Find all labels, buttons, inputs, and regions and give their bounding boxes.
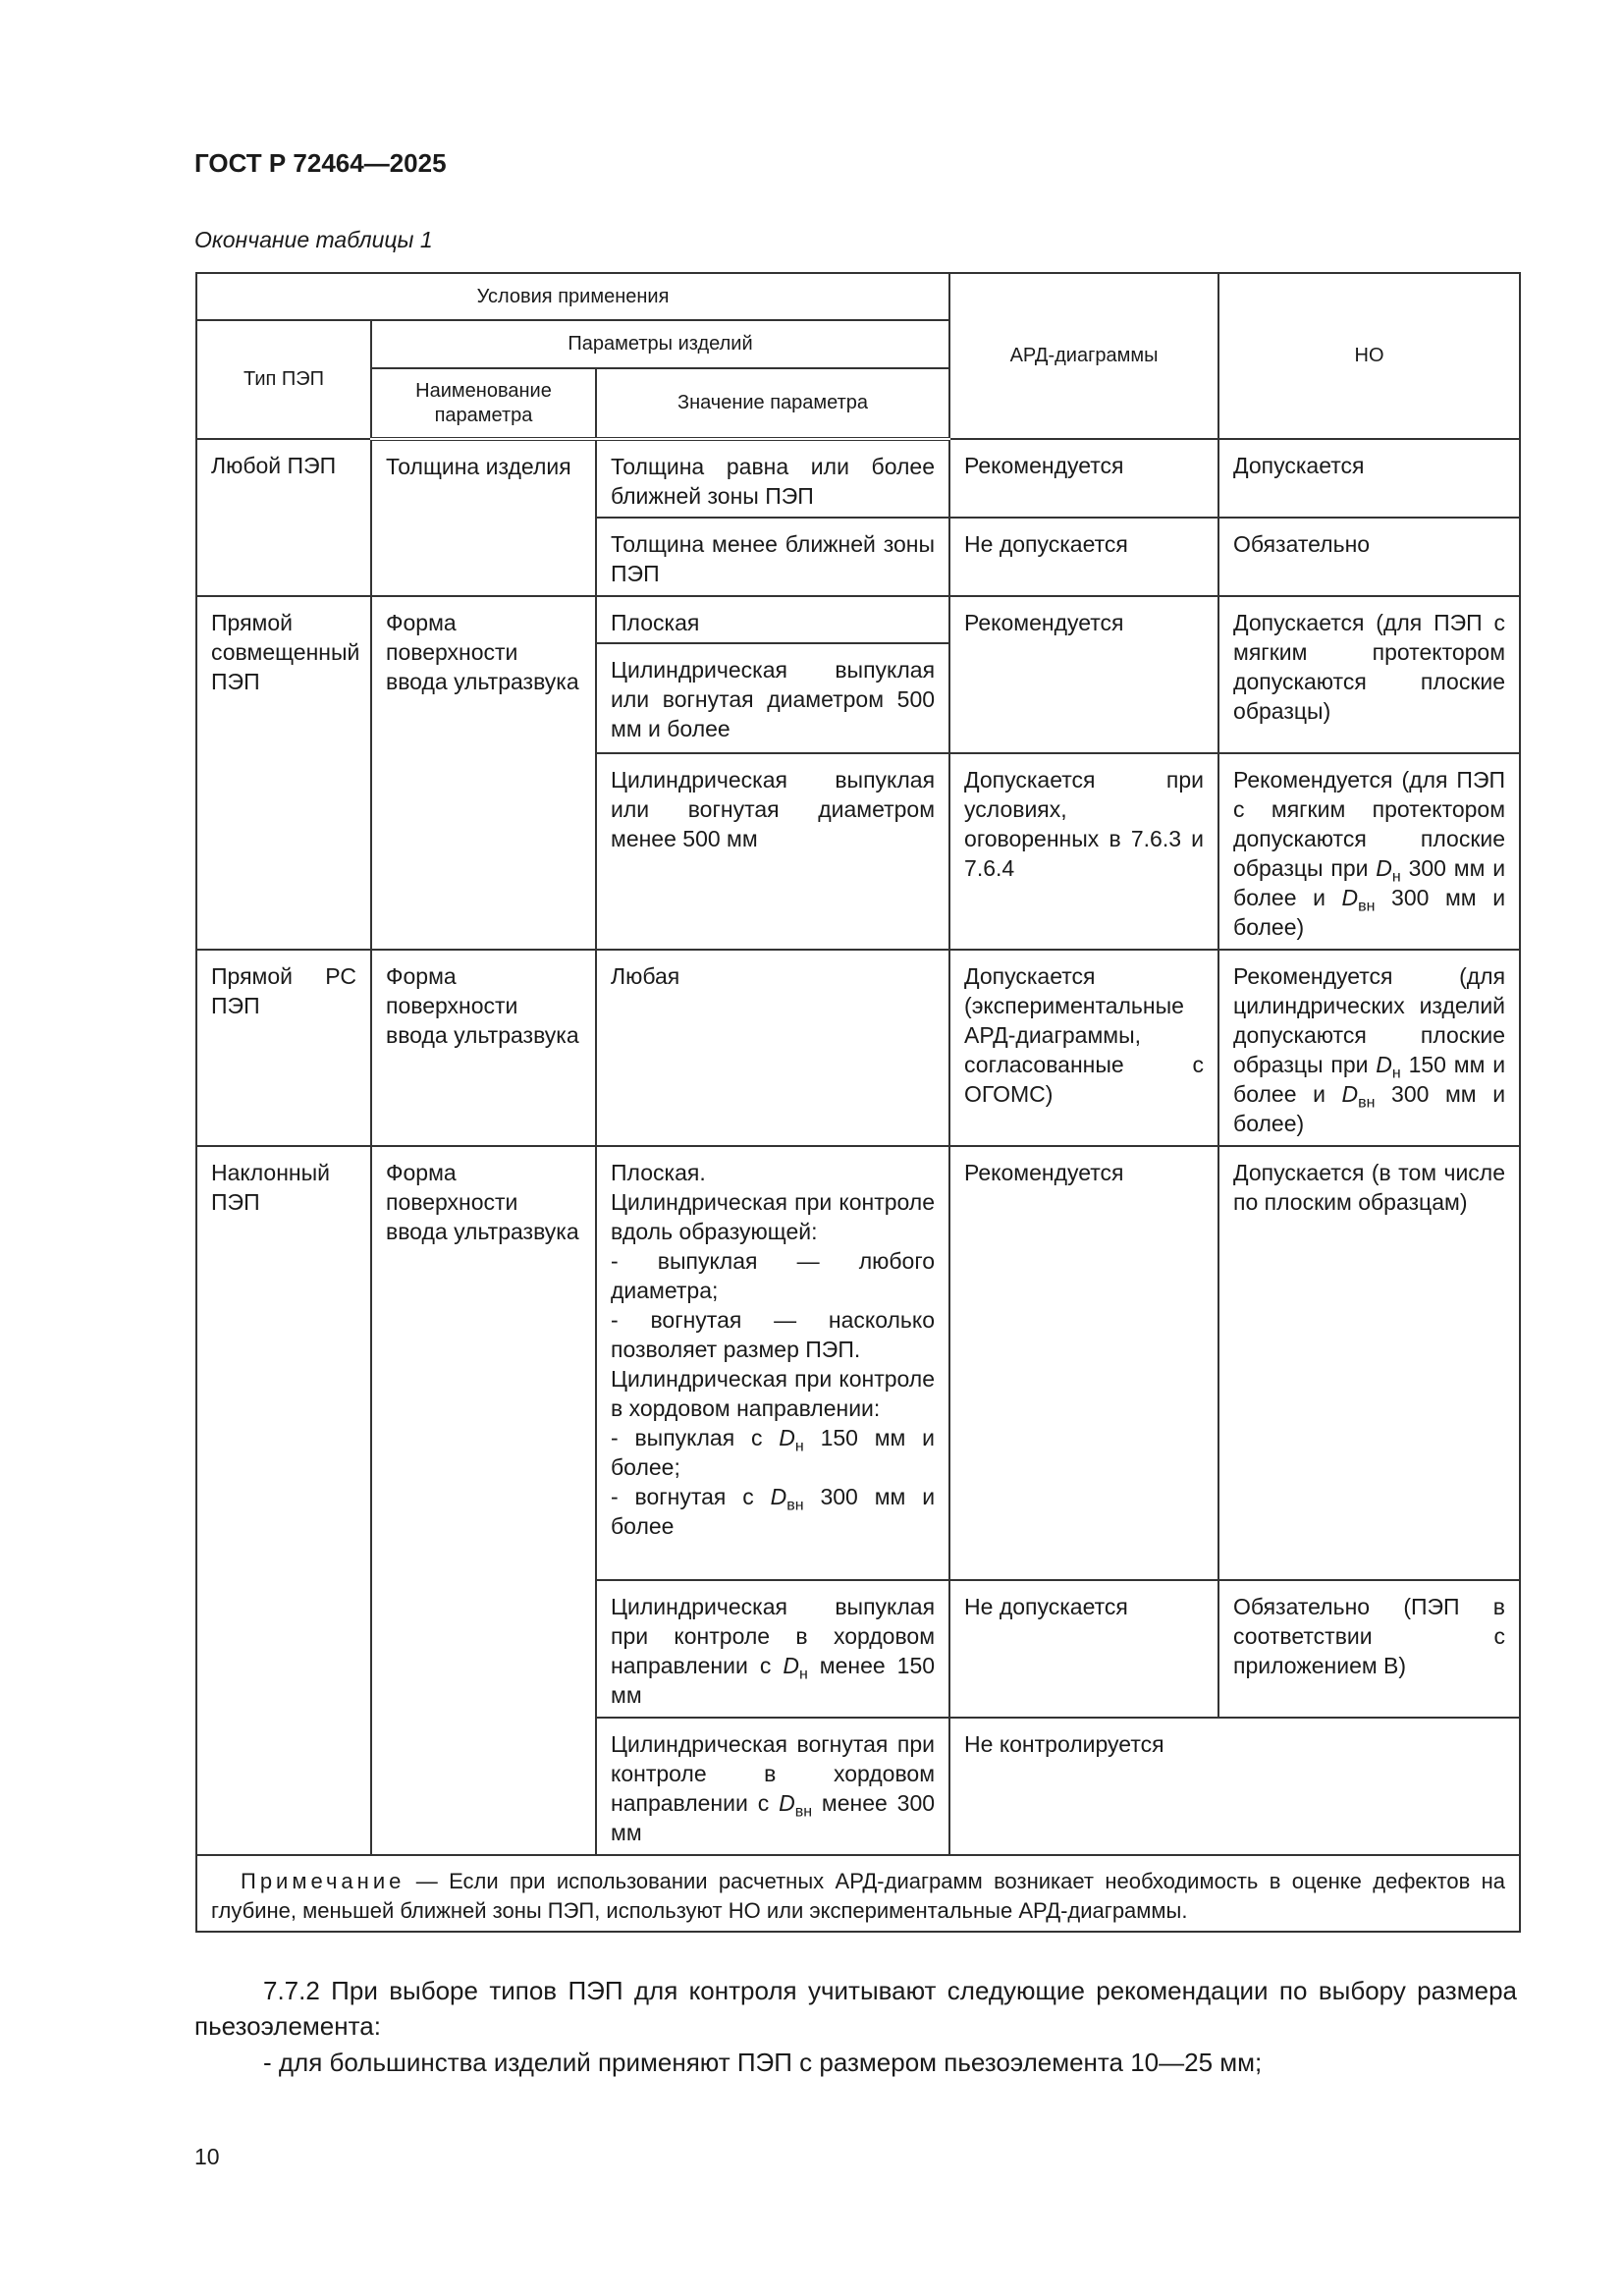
- table-note: [196, 1855, 1520, 1932]
- specification-table: [195, 272, 1521, 1933]
- param-surface-form: Форма поверхности ввода ультразвука: [371, 1146, 596, 1855]
- table-caption: Окончание таблицы 1: [194, 227, 433, 252]
- value-angled-list: Плоская. Цилиндрическая при контроле вдоль образующей: - выпуклая — любого диаметра; - вогнутая — насколько позволяет размер ПЭП. Цилиндрическая при контроле в хордовом направлении: - выпуклая с $D_н$ 150 мм и более; - вогнутая с $D_{вн}$ 300 мм и более: [596, 1146, 949, 1580]
- ard-recommended: Рекомендуется: [949, 596, 1218, 753]
- value-thick-ge: Толщина равна или более ближней зоны ПЭП: [596, 439, 949, 518]
- no-allowed-flat: Допускается (в том числе по плоским образцам): [1218, 1146, 1520, 1580]
- header-conditions: Условия применения: [196, 273, 949, 320]
- type-any: Любой ПЭП: [196, 439, 371, 596]
- value-cyl-ge500: Цилиндрическая выпуклая или вогнутая диаметром 500 мм и более: [596, 643, 949, 753]
- value-cyl-concave: Цилиндрическая вогнутая при контроле в хордовом направлении с $D_{вн}$ менее 300 мм: [596, 1718, 949, 1855]
- ard-not-allowed: Не допускается: [949, 1580, 1218, 1718]
- type-straight-rs: Прямой РС ПЭП: [196, 950, 371, 1146]
- param-thickness: Толщина изделия: [371, 439, 596, 596]
- paragraph-7-7-2: 7.7.2 При выборе типов ПЭП для контроля учитывают следующие рекомендации по выбору размера пьезоэлемента:: [194, 1976, 1517, 2041]
- type-angled: Наклонный ПЭП: [196, 1146, 371, 1855]
- value-any: Любая: [596, 950, 949, 1146]
- header-no: НО: [1218, 273, 1520, 439]
- ard-recommended: Рекомендуется: [949, 1146, 1218, 1580]
- note-label: Примечание: [241, 1869, 406, 1893]
- no-allowed-soft: Допускается (для ПЭП с мягким протектором допускаются плоские образцы): [1218, 596, 1520, 753]
- no-recommended-cyl: Рекомендуется (для цилиндрических изделий допускаются плоские образцы при $D_н$ 150 мм и более и $D_{вн}$ 300 мм и более): [1218, 950, 1520, 1146]
- header-param-name: Наименование параметра: [371, 368, 596, 439]
- header-params: Параметры изделий: [371, 320, 949, 368]
- no-mandatory: Обязательно: [1218, 518, 1520, 596]
- header-ard: АРД-диаграммы: [949, 273, 1218, 439]
- paragraph-list-item: - для большинства изделий применяют ПЭП с размером пьезоэлемента 10—25 мм;: [263, 2048, 1263, 2077]
- value-thick-lt: Толщина менее ближней зоны ПЭП: [596, 518, 949, 596]
- no-recommended-soft: Рекомендуется (для ПЭП с мягким протектором допускаются плоские образцы при $D_н$ 300 мм и более и $D_{вн}$ 300 мм и более): [1218, 753, 1520, 950]
- note-text: — Если при использовании расчетных АРД-диаграмм возникает необходимость в оценке дефектов на глубине, меньшей ближней зоны ПЭП, используют НО или экспериментальные АРД-диаграммы.: [211, 1869, 1506, 1923]
- ard-experimental: Допускается (экспериментальные АРД-диаграммы, согласованные с ОГОМС): [949, 950, 1218, 1146]
- ard-conditional: Допускается при условиях, оговоренных в 7.6.3 и 7.6.4: [949, 753, 1218, 950]
- value-flat: Плоская: [596, 596, 949, 643]
- document-id: ГОСТ Р 72464—2025: [194, 148, 447, 178]
- value-cyl-lt500: Цилиндрическая выпуклая или вогнутая диаметром менее 500 мм: [596, 753, 949, 950]
- header-type: Тип ПЭП: [196, 320, 371, 439]
- ard-not-allowed: Не допускается: [949, 518, 1218, 596]
- header-param-value: Значение параметра: [596, 368, 949, 439]
- page-number: 10: [194, 2144, 220, 2169]
- type-straight-combined: Прямой совмещенный ПЭП: [196, 596, 371, 950]
- ard-recommended: Рекомендуется: [949, 439, 1218, 518]
- param-surface-form: Форма поверхности ввода ультразвука: [371, 950, 596, 1146]
- value-cyl-convex: Цилиндрическая выпуклая при контроле в хордовом направлении с $D_н$ менее 150 мм: [596, 1580, 949, 1718]
- not-controlled: Не контролируется: [949, 1718, 1520, 1855]
- no-allowed: Допускается: [1218, 439, 1520, 518]
- no-mandatory-appendix: Обязательно (ПЭП в соответствии с приложением В): [1218, 1580, 1520, 1718]
- param-surface-form: Форма поверхности ввода ультразвука: [371, 596, 596, 950]
